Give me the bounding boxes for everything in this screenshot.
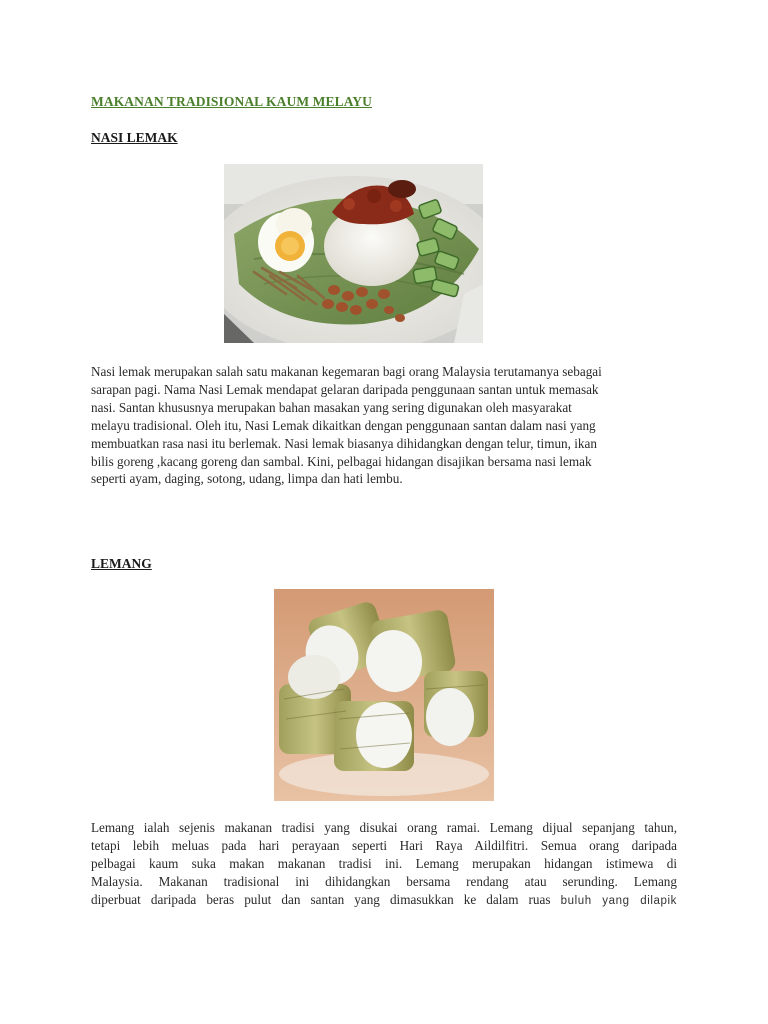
- paragraph-line-text: diperbuat daripada beras pulut dan santan yang dimasukkan ke dalam ruas: [91, 891, 551, 907]
- paragraph-trailing-text: buluh yang dilapik: [560, 894, 677, 907]
- paragraph-line: pelbagai kaum suka makan makanan tradisi ini. Lemang merupakan hidangan istimewa di: [91, 855, 677, 871]
- lemang-photo: [274, 589, 494, 801]
- paragraph-line: Malaysia. Makanan tradisional ini dihidangkan bersama rendang atau serunding. Lemang: [91, 873, 677, 889]
- paragraph-line: Lemang ialah sejenis makanan tradisi yang disukai orang ramai. Lemang dijual sepanjang tahun,: [91, 820, 677, 835]
- paragraph-line: bilis goreng ,kacang goreng dan sambal. Kini, pelbagai hidangan disajikan bersama nasi lemak: [91, 453, 592, 469]
- section-heading-nasi-lemak: NASI LEMAK: [91, 130, 178, 145]
- paragraph-line: membuatkan rasa nasi itu berlemak. Nasi lemak biasanya dihidangkan dengan telur, timun, ikan: [91, 435, 597, 451]
- paragraph-line: Nasi lemak merupakan salah satu makanan kegemaran bagi orang Malaysia terutamanya sebagai: [91, 364, 602, 379]
- paragraph-line: tetapi lebih meluas pada hari perayaan seperti Hari Raya Aildilfitri. Semua orang daripada: [91, 837, 677, 853]
- paragraph-line: sarapan pagi. Nama Nasi Lemak mendapat gelaran daripada penggunaan santan untuk memasak: [91, 381, 599, 397]
- section-heading-lemang: LEMANG: [91, 556, 152, 571]
- nasi-lemak-paragraph: [91, 363, 677, 488]
- paragraph-line: nasi. Santan khususnya merupakan bahan masakan yang sering digunakan oleh masyarakat: [91, 399, 572, 415]
- paragraph-line-last: [91, 891, 677, 911]
- nasi-lemak-photo: [224, 164, 483, 343]
- paragraph-line: melayu tradisional. Oleh itu, Nasi Lemak dikaitkan dengan penggunaan santan dalam nasi yang: [91, 417, 596, 433]
- paragraph-line: seperti ayam, daging, sotong, udang, limpa dan hati lembu.: [91, 471, 403, 487]
- document-title: MAKANAN TRADISIONAL KAUM MELAYU: [91, 94, 372, 109]
- lemang-paragraph: [91, 819, 677, 911]
